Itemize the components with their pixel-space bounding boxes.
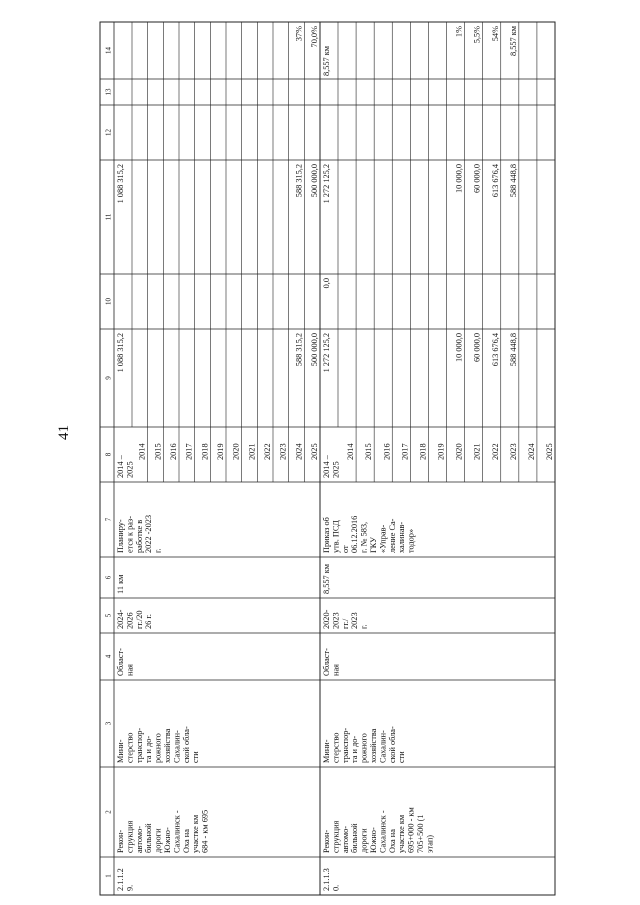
column-number: 2: [104, 810, 113, 814]
row-doc: Планиру-ется к раз-работке в2022 -2023г.: [116, 514, 163, 553]
total-col10: 0,0: [322, 278, 331, 289]
year-label: 2020: [231, 443, 241, 460]
year-label: 2015: [364, 443, 374, 460]
year-label: 2022: [263, 443, 272, 460]
column-number: 12: [104, 129, 113, 136]
row-name: Рекон-струкцияавтомо-бильнойдорогиЮжно-Сахалинск -Оха научастке км695+000 - км705+500 (1этап): [322, 807, 435, 853]
year-col9: 500 000,0: [310, 333, 319, 367]
year-col9: 10 000,0: [454, 333, 464, 363]
year-label: 2021: [472, 443, 482, 460]
year-col11: 588 315,2: [294, 164, 304, 198]
year-label: 2019: [436, 443, 446, 460]
column-number: 3: [104, 721, 113, 726]
years-span: 2014 –2025: [116, 455, 135, 478]
column-number: 1: [104, 874, 113, 878]
year-label: 2024: [294, 443, 304, 460]
year-col11: 613 676,4: [490, 164, 500, 198]
year-label: 2015: [153, 443, 163, 460]
year-label: 2025: [545, 443, 554, 460]
year-label: 2018: [418, 443, 428, 460]
year-col14: 37%: [294, 26, 304, 42]
row-period: 2024-2026гг./2026 г.: [116, 609, 154, 629]
year-col9: 613 676,4: [490, 333, 500, 367]
year-col11: 60 000,0: [472, 164, 482, 194]
year-col11: 500 000,0: [310, 164, 319, 198]
year-label: 2021: [247, 443, 257, 460]
year-col14: 70,0%: [310, 26, 319, 48]
column-number: 4: [104, 654, 113, 659]
total-col9: 1 272 125,2: [322, 333, 331, 373]
column-number: 9: [104, 376, 113, 380]
row-id: 2.1.1.29.: [116, 868, 135, 891]
year-label: 2025: [310, 443, 319, 460]
row-executor: Мини-стерствотранспор-та и до-рожногохозяйстваСахалин-ской обла-сти: [322, 726, 407, 763]
total-col11: 1 272 125,2: [322, 164, 331, 204]
year-col14: 8,557 км: [508, 26, 518, 57]
column-number: 13: [104, 88, 113, 96]
year-label: 2014: [346, 443, 356, 460]
year-label: 2016: [169, 443, 178, 460]
row-level: Област-ная: [116, 648, 135, 676]
total-col14: 8,557 км: [322, 45, 331, 76]
column-number: 5: [104, 613, 113, 618]
column-number: 14: [104, 47, 113, 54]
year-label: 2017: [400, 443, 410, 460]
page-number: 41: [56, 425, 72, 440]
row-level: Област-ная: [322, 648, 341, 676]
year-label: 2014: [137, 443, 147, 460]
total-col11: 1 088 315,2: [116, 164, 125, 204]
year-col11: 588 448,8: [508, 164, 518, 198]
year-col14: 54%: [490, 26, 500, 42]
year-label: 2023: [278, 443, 288, 460]
row-name: Рекон-струкцияавтомо-бильнойдорогиЮжно-Сахалинск -Оха научастке км684 - км 695: [116, 809, 210, 853]
column-number: 6: [104, 575, 113, 580]
row-doc: Приказ обутв. ПСДот06.12.2016г. № 583,ГКУ«Управ-ление Са-халинав-тодор»: [322, 515, 416, 553]
years-span: 2014 –2025: [322, 455, 341, 478]
year-col9: 60 000,0: [472, 333, 482, 363]
year-label: 2016: [382, 443, 392, 460]
year-label: 2018: [200, 443, 210, 460]
year-label: 2019: [216, 443, 225, 460]
year-col11: 10 000,0: [454, 164, 464, 194]
row-executor: Мини-стерствотранспор-та и до-рожногохозяйстваСахалин-ской обла-сти: [116, 726, 201, 763]
row-period: 2020-2023гг./2023г.: [322, 609, 369, 629]
column-number: 11: [104, 213, 113, 221]
column-number: 8: [104, 452, 113, 457]
year-col14: 5,5%: [472, 26, 482, 44]
total-col9: 1 088 315,2: [116, 333, 125, 373]
table-grid: [100, 22, 555, 895]
year-label: 2020: [454, 443, 464, 460]
year-col14: 1%: [454, 26, 464, 38]
year-label: 2024: [526, 443, 536, 460]
column-number: 7: [104, 517, 113, 522]
row-capacity: 11 км: [116, 574, 125, 594]
year-col9: 588 315,2: [294, 333, 304, 367]
row-capacity: 8,557 км: [322, 563, 331, 594]
year-label: 2022: [490, 443, 500, 460]
column-number: 10: [104, 298, 113, 305]
year-label: 2017: [184, 443, 194, 460]
row-id: 2.1.1.30.: [322, 868, 341, 891]
year-label: 2023: [508, 443, 518, 460]
year-col9: 588 448,8: [508, 333, 518, 367]
